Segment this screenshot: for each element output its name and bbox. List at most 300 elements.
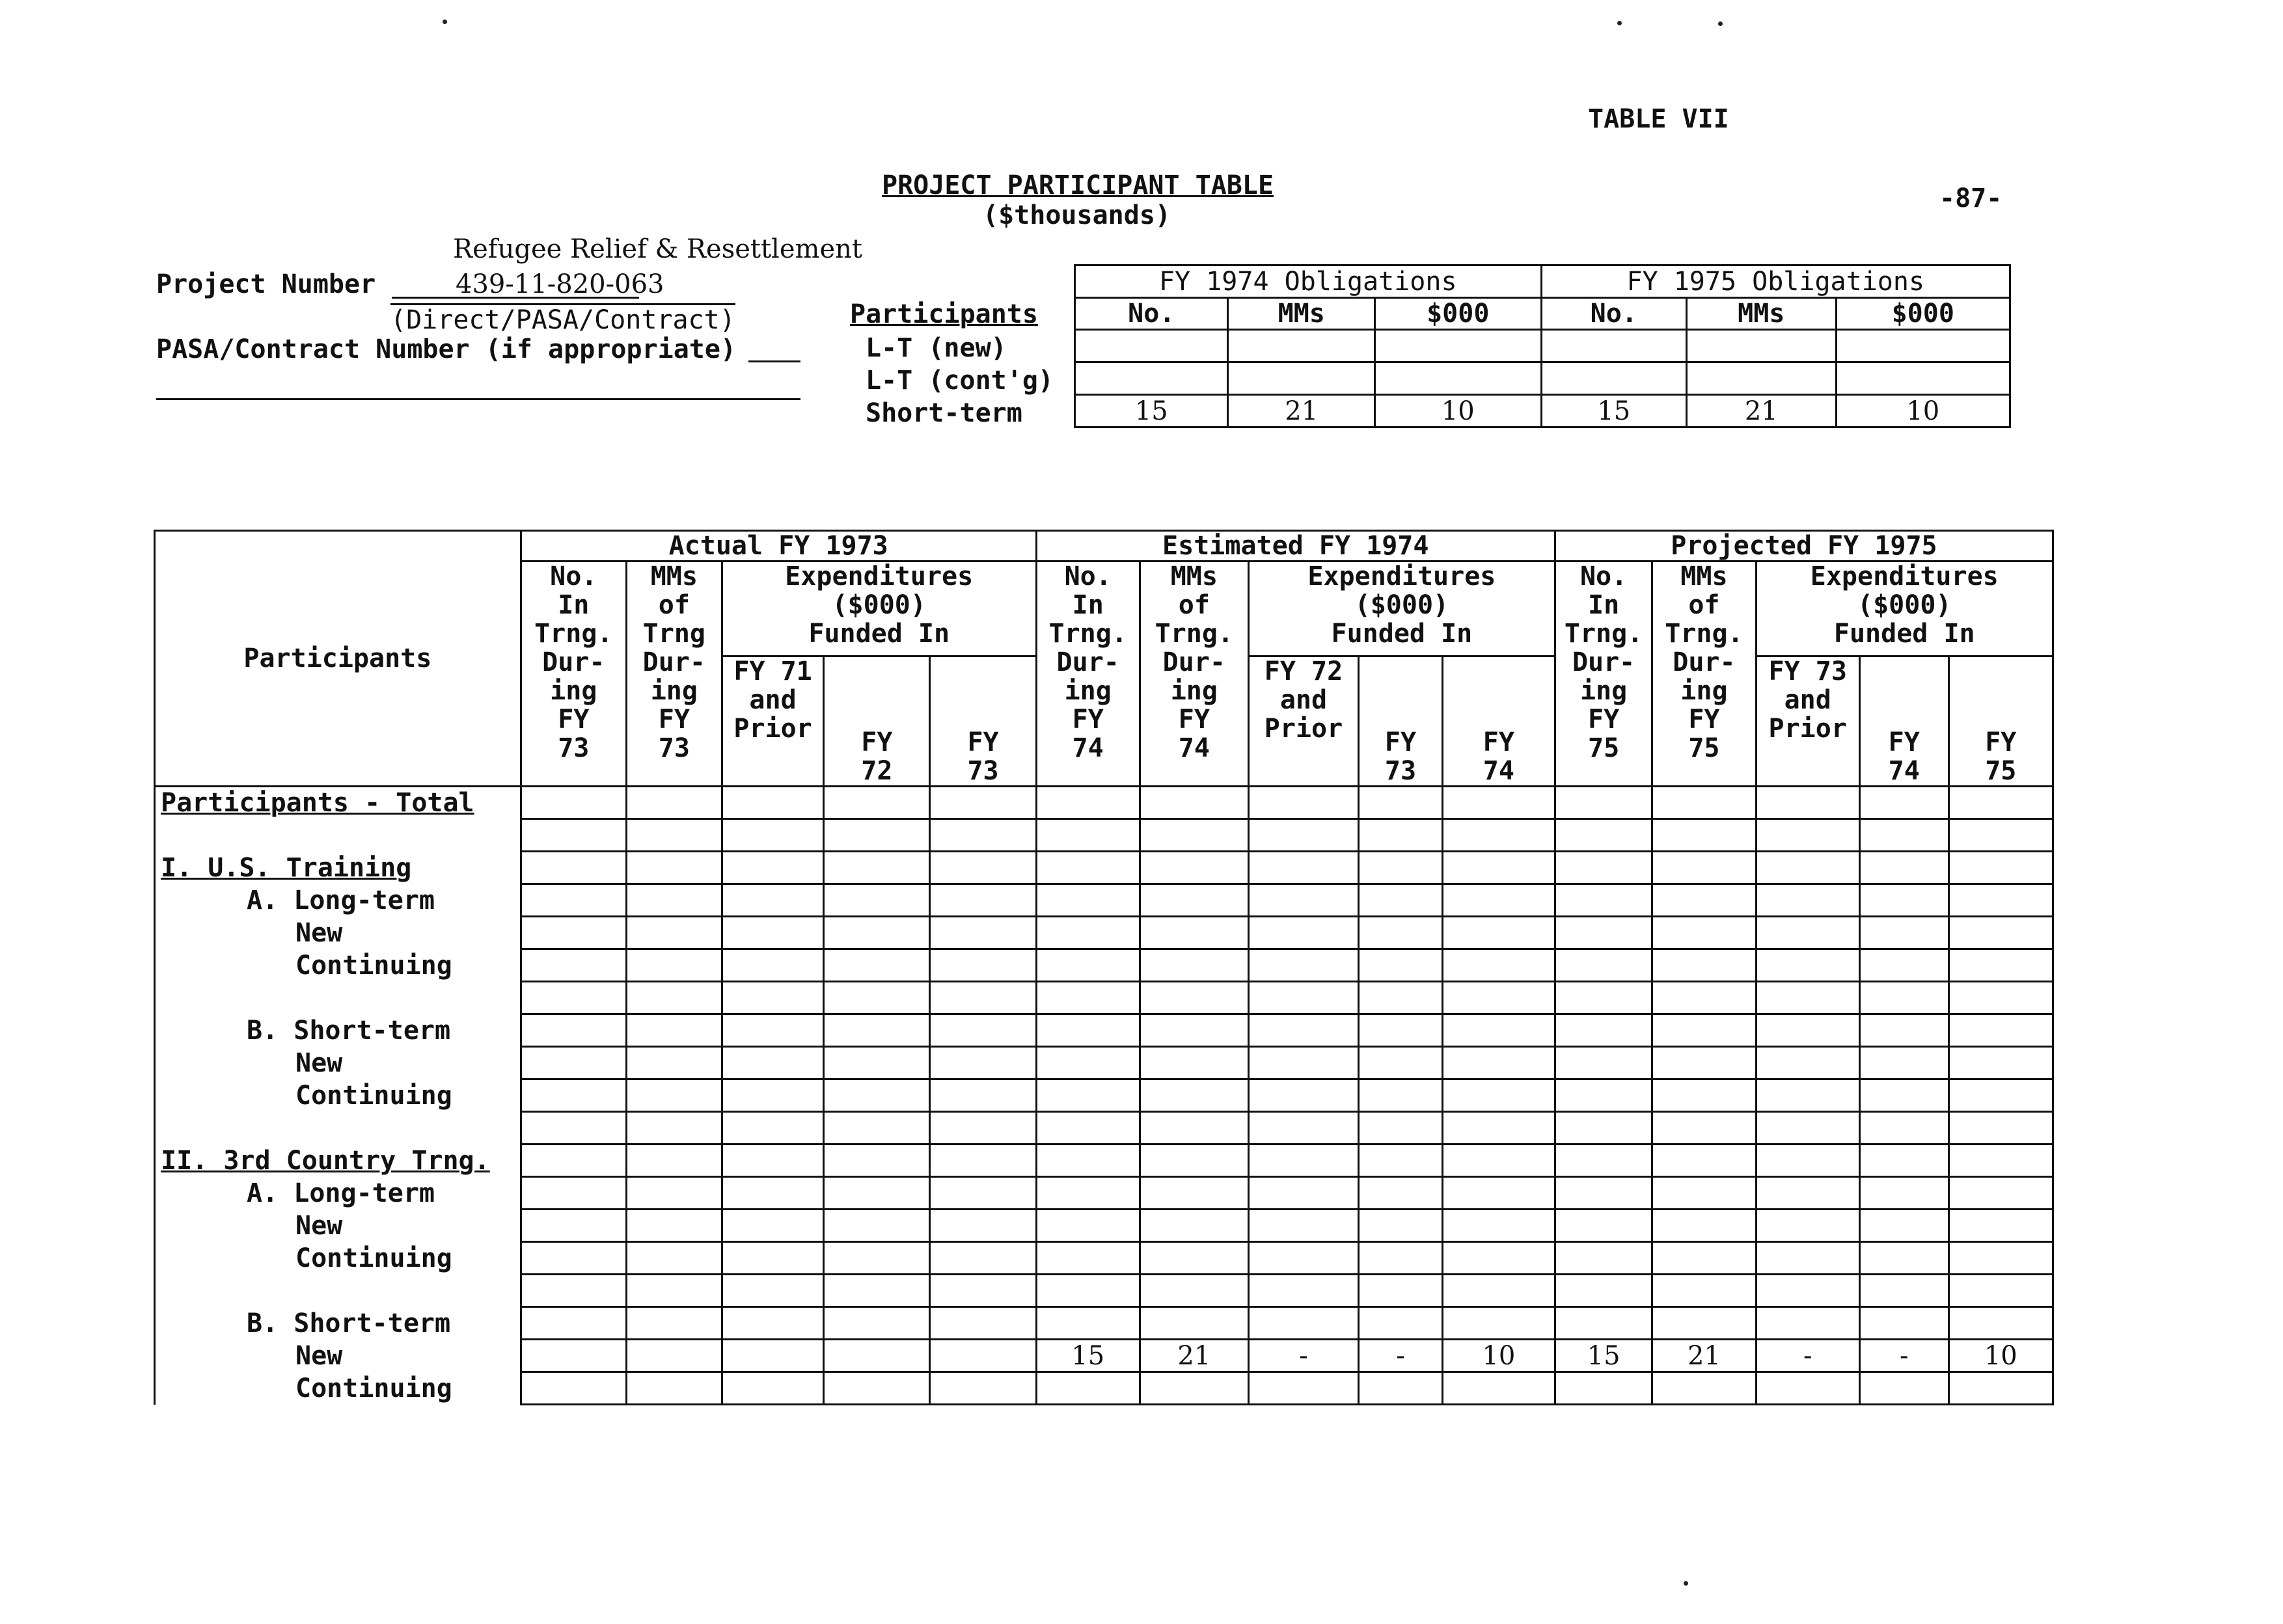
table-cell	[1756, 1079, 1859, 1112]
fiscal-year-header	[824, 656, 930, 787]
table-cell	[1948, 1047, 2053, 1079]
header-line: In	[1588, 590, 1620, 620]
no-in-training-header	[1036, 562, 1140, 787]
table-cell	[1248, 982, 1358, 1014]
table-cell	[1652, 819, 1756, 852]
table-cell	[1652, 1177, 1756, 1210]
table-cell	[1248, 1079, 1358, 1112]
table-cell	[722, 1177, 823, 1210]
table-cell	[1756, 1307, 1859, 1340]
table-cell	[1756, 1014, 1859, 1047]
summary-cell: 21	[1228, 395, 1375, 427]
table-cell	[1859, 787, 1948, 819]
table-cell	[626, 1112, 722, 1144]
header-line: Expenditures	[785, 562, 974, 591]
table-cell: -	[1359, 1340, 1443, 1372]
table-cell	[1652, 1275, 1756, 1307]
table-cell	[722, 787, 823, 819]
table-cell	[1859, 949, 1948, 982]
table-cell	[1948, 884, 2053, 917]
pasa-contract-label: PASA/Contract Number (if appropriate)	[156, 334, 737, 364]
group-header: Actual FY 1973	[521, 531, 1036, 562]
prior-years-header	[1756, 656, 1859, 787]
table-cell	[521, 852, 626, 884]
project-name: Refugee Relief & Resettlement	[453, 234, 862, 264]
row-label: Continuing	[155, 949, 521, 982]
table-cell	[1359, 787, 1443, 819]
table-cell	[1652, 1047, 1756, 1079]
header-line: Prior	[1768, 714, 1847, 744]
header-line: No.	[550, 562, 597, 591]
summary-cell	[1228, 362, 1375, 395]
scan-speck	[1617, 21, 1622, 25]
table-cell	[824, 1307, 930, 1340]
summary-row-label: Short-term	[866, 398, 1022, 428]
table-cell	[1859, 1047, 1948, 1079]
fiscal-year-header	[1359, 656, 1443, 787]
table-cell	[1756, 1112, 1859, 1144]
table-cell	[1036, 1177, 1140, 1210]
table-cell	[1859, 917, 1948, 949]
summary-cell: 10	[1836, 395, 2010, 427]
summary-cell	[1375, 330, 1542, 362]
table-cell	[1248, 917, 1358, 949]
table-cell	[1442, 787, 1555, 819]
expenditures-header	[722, 562, 1036, 656]
header-line: No.	[1579, 562, 1628, 591]
table-cell	[930, 1210, 1036, 1242]
table-cell	[1359, 1144, 1443, 1177]
table-cell	[1652, 1307, 1756, 1340]
table-cell	[1555, 982, 1652, 1014]
header-line: and	[749, 685, 797, 715]
table-cell	[1948, 949, 2053, 982]
header-line: ing	[1680, 676, 1728, 706]
table-cell	[1359, 1177, 1443, 1210]
summary-cell	[1687, 330, 1837, 362]
header-line: Trng.	[1155, 619, 1234, 649]
table-cell	[626, 982, 722, 1014]
row-label: A. Long-term	[155, 884, 521, 917]
table-cell	[824, 1275, 930, 1307]
table-cell	[1140, 1372, 1248, 1405]
table-cell	[1359, 1275, 1443, 1307]
table-cell	[1859, 1112, 1948, 1144]
header-line: FY	[558, 705, 590, 735]
row-label: Participants - Total	[155, 787, 521, 819]
table-cell	[1652, 1112, 1756, 1144]
table-cell	[1652, 1242, 1756, 1275]
table-cell	[1140, 1242, 1248, 1275]
summary-cell: 21	[1687, 395, 1837, 427]
table-cell	[1756, 852, 1859, 884]
table-cell	[1248, 819, 1358, 852]
table-cell	[1859, 1307, 1948, 1340]
summary-cell	[1541, 330, 1687, 362]
table-cell	[722, 1112, 823, 1144]
table-cell	[1248, 1372, 1358, 1405]
table-cell	[1248, 852, 1358, 884]
table-cell	[722, 884, 823, 917]
table-cell	[1756, 1372, 1859, 1405]
table-cell	[1140, 1079, 1248, 1112]
table-cell	[1555, 917, 1652, 949]
header-line: 74	[1888, 756, 1920, 786]
table-cell	[1442, 1372, 1555, 1405]
table-cell	[626, 884, 722, 917]
table-cell	[930, 917, 1036, 949]
table-cell	[1359, 949, 1443, 982]
table-cell: 15	[1036, 1340, 1140, 1372]
table-cell	[1948, 1112, 2053, 1144]
pasa-contract-blank	[748, 360, 800, 362]
table-cell	[824, 852, 930, 884]
table-cell	[1036, 1079, 1140, 1112]
header-line: FY	[1483, 727, 1514, 757]
table-cell	[1948, 1014, 2053, 1047]
group-header: Projected FY 1975	[1555, 531, 2053, 562]
header-line: FY	[861, 727, 893, 757]
direct-pasa-contract-label: (Direct/PASA/Contract)	[390, 303, 735, 335]
table-cell	[626, 1275, 722, 1307]
table-cell	[1859, 1372, 1948, 1405]
table-cell	[1555, 949, 1652, 982]
table-cell	[1248, 1242, 1358, 1275]
table-cell	[1140, 1112, 1248, 1144]
table-cell	[930, 982, 1036, 1014]
table-cell	[626, 1177, 722, 1210]
table-cell	[1359, 982, 1443, 1014]
header-line: 72	[861, 756, 893, 786]
table-cell	[722, 1210, 823, 1242]
header-line: FY	[1688, 705, 1720, 735]
table-cell	[1859, 1177, 1948, 1210]
row-label: I. U.S. Training	[155, 852, 521, 884]
table-cell: -	[1756, 1340, 1859, 1372]
table-cell	[1555, 1014, 1652, 1047]
table-cell	[824, 1112, 930, 1144]
header-line: ing	[650, 676, 698, 706]
no-in-training-header	[521, 562, 626, 787]
table-cell	[1359, 1047, 1443, 1079]
table-cell	[1555, 1144, 1652, 1177]
header-line: FY	[658, 705, 690, 735]
summary-cell	[1836, 330, 2010, 362]
row-label: B. Short-term	[155, 1307, 521, 1340]
table-cell	[521, 1014, 626, 1047]
table-cell	[1140, 852, 1248, 884]
fiscal-year-header	[930, 656, 1036, 787]
table-cell	[1140, 1047, 1248, 1079]
table-cell	[1359, 852, 1443, 884]
project-number-value: 439-11-820-063	[456, 269, 664, 299]
header-line: Funded In	[808, 619, 950, 649]
table-cell: 10	[1442, 1340, 1555, 1372]
table-cell	[1756, 1047, 1859, 1079]
header-line: FY	[1985, 727, 2017, 757]
table-cell	[1140, 917, 1248, 949]
header-line: MMs	[650, 562, 698, 591]
table-cell	[1859, 1144, 1948, 1177]
table-cell	[1442, 1047, 1555, 1079]
header-line: Prior	[733, 714, 812, 744]
header-line: 74	[1483, 756, 1514, 786]
table-cell	[1652, 1079, 1756, 1112]
table-cell	[930, 1177, 1036, 1210]
header-line: ing	[1170, 676, 1218, 706]
table-cell	[824, 982, 930, 1014]
table-number: TABLE VII	[1588, 104, 1729, 134]
table-cell	[722, 1144, 823, 1177]
summary-cell	[1228, 330, 1375, 362]
table-cell	[626, 1242, 722, 1275]
header-line: FY	[967, 727, 999, 757]
table-cell	[1036, 819, 1140, 852]
header-line: MMs	[1680, 562, 1728, 591]
table-cell: -	[1248, 1340, 1358, 1372]
table-cell	[930, 1144, 1036, 1177]
table-cell	[1442, 819, 1555, 852]
page-number: -87-	[1939, 183, 2003, 213]
table-cell	[1442, 884, 1555, 917]
col-no-header: No.	[1541, 298, 1687, 330]
summary-cell	[1075, 362, 1228, 395]
summary-cell: 10	[1375, 395, 1542, 427]
fiscal-year-header	[1948, 656, 2053, 787]
table-cell	[1248, 1014, 1358, 1047]
table-cell	[1652, 1144, 1756, 1177]
table-cell	[1555, 787, 1652, 819]
table-cell	[1442, 917, 1555, 949]
table-cell	[930, 787, 1036, 819]
row-label: New	[155, 1047, 521, 1079]
table-cell	[626, 1307, 722, 1340]
table-cell	[521, 787, 626, 819]
table-cell	[521, 1340, 626, 1372]
table-cell	[1359, 1014, 1443, 1047]
obligations-table	[1074, 264, 2011, 428]
table-cell	[1036, 1112, 1140, 1144]
table-cell	[626, 787, 722, 819]
table-cell	[1756, 1144, 1859, 1177]
table-cell	[1555, 1275, 1652, 1307]
summary-cell: 15	[1541, 395, 1687, 427]
table-cell	[930, 852, 1036, 884]
prior-years-header	[1248, 656, 1358, 787]
header-line: of	[658, 590, 690, 620]
table-cell	[1140, 1210, 1248, 1242]
table-cell	[626, 949, 722, 982]
table-cell	[1859, 1275, 1948, 1307]
header-line: 73	[558, 733, 590, 763]
table-cell	[1756, 917, 1859, 949]
table-cell	[930, 1372, 1036, 1405]
mms-of-training-header	[626, 562, 722, 787]
table-cell	[626, 917, 722, 949]
header-line: FY 72	[1264, 656, 1343, 686]
table-cell	[1948, 1275, 2053, 1307]
header-line: No.	[1064, 562, 1112, 591]
header-line: FY	[1588, 705, 1620, 735]
table-cell	[521, 982, 626, 1014]
header-line: Expenditures	[1307, 562, 1496, 591]
header-line: Trng.	[1048, 619, 1127, 649]
participants-column-header: Participants	[155, 531, 521, 787]
table-cell	[1555, 1307, 1652, 1340]
summary-cell: 15	[1075, 395, 1228, 427]
header-line: Dur-	[642, 647, 705, 677]
table-cell	[1948, 852, 2053, 884]
row-label: Continuing	[155, 1242, 521, 1275]
table-cell	[1652, 1014, 1756, 1047]
table-cell	[1036, 1275, 1140, 1307]
table-cell	[930, 1079, 1036, 1112]
table-cell	[930, 1275, 1036, 1307]
table-cell	[626, 1144, 722, 1177]
table-cell	[626, 1340, 722, 1372]
table-cell	[1359, 819, 1443, 852]
table-cell	[1442, 1307, 1555, 1340]
table-cell	[1036, 1242, 1140, 1275]
table-cell	[1140, 1177, 1248, 1210]
table-cell	[521, 1307, 626, 1340]
table-cell	[1248, 1112, 1358, 1144]
table-cell	[722, 1307, 823, 1340]
summary-cell	[1075, 330, 1228, 362]
table-cell	[1555, 1372, 1652, 1405]
spacer-row-label	[155, 819, 521, 852]
table-cell	[1248, 949, 1358, 982]
header-line: 75	[1688, 733, 1720, 763]
row-label: A. Long-term	[155, 1177, 521, 1210]
table-cell	[1036, 949, 1140, 982]
header-line: of	[1178, 590, 1210, 620]
table-cell	[722, 819, 823, 852]
table-cell	[930, 1112, 1036, 1144]
table-cell	[626, 852, 722, 884]
table-cell	[824, 787, 930, 819]
scan-speck	[1684, 1581, 1688, 1586]
fy1974-obligations-header: FY 1974 Obligations	[1075, 265, 1542, 298]
table-cell	[722, 1242, 823, 1275]
table-cell	[1948, 787, 2053, 819]
table-cell	[824, 1372, 930, 1405]
table-cell	[1555, 1210, 1652, 1242]
table-cell	[1359, 917, 1443, 949]
table-cell	[824, 1144, 930, 1177]
table-cell	[1442, 1210, 1555, 1242]
table-cell	[521, 1242, 626, 1275]
table-cell	[521, 949, 626, 982]
header-line: Dur-	[1572, 647, 1635, 677]
fiscal-year-header	[1442, 656, 1555, 787]
table-cell	[824, 1079, 930, 1112]
table-cell	[1442, 1079, 1555, 1112]
summary-cell	[1836, 362, 2010, 395]
table-cell	[930, 884, 1036, 917]
row-label: New	[155, 1340, 521, 1372]
table-cell	[1140, 1307, 1248, 1340]
table-cell	[1948, 982, 2053, 1014]
table-cell	[1948, 1144, 2053, 1177]
table-cell	[1248, 884, 1358, 917]
summary-cell	[1375, 362, 1542, 395]
table-cell	[521, 1275, 626, 1307]
table-cell	[1036, 982, 1140, 1014]
header-line: and	[1784, 685, 1831, 715]
table-cell	[1442, 949, 1555, 982]
header-line: 74	[1178, 733, 1210, 763]
table-cell	[1248, 1177, 1358, 1210]
header-line: ($000)	[1857, 590, 1952, 620]
table-cell	[930, 819, 1036, 852]
table-cell	[722, 1047, 823, 1079]
table-cell	[521, 1144, 626, 1177]
table-cell	[1859, 1014, 1948, 1047]
table-cell	[1652, 982, 1756, 1014]
table-cell	[1036, 917, 1140, 949]
header-line: Dur-	[542, 647, 605, 677]
header-line: and	[1279, 685, 1328, 715]
table-cell	[1555, 884, 1652, 917]
table-cell	[1036, 1372, 1140, 1405]
table-cell	[1859, 819, 1948, 852]
table-cell	[1442, 1014, 1555, 1047]
table-cell: 21	[1140, 1340, 1248, 1372]
table-cell	[1140, 787, 1248, 819]
table-cell	[824, 819, 930, 852]
table-cell	[1248, 1047, 1358, 1079]
table-cell	[1140, 1144, 1248, 1177]
table-cell	[1948, 1079, 2053, 1112]
table-cell	[1248, 1144, 1358, 1177]
table-cell	[1859, 852, 1948, 884]
table-cell: 10	[1948, 1340, 2053, 1372]
table-cell	[1555, 1242, 1652, 1275]
summary-cell	[1687, 362, 1837, 395]
row-label: Continuing	[155, 1079, 521, 1112]
table-cell	[1756, 1242, 1859, 1275]
table-cell	[1555, 1047, 1652, 1079]
header-line: Funded In	[1833, 619, 1975, 649]
table-cell	[521, 819, 626, 852]
spacer-row-label	[155, 1275, 521, 1307]
table-cell	[824, 1014, 930, 1047]
header-line: 74	[1072, 733, 1104, 763]
table-cell	[1359, 1372, 1443, 1405]
table-cell	[1248, 787, 1358, 819]
row-label: New	[155, 1210, 521, 1242]
table-cell: 21	[1652, 1340, 1756, 1372]
col-000-header: $000	[1375, 298, 1542, 330]
table-cell	[1036, 1047, 1140, 1079]
scan-speck	[1718, 21, 1723, 26]
header-line: Trng.	[1665, 619, 1743, 649]
table-cell	[930, 949, 1036, 982]
table-cell	[1652, 949, 1756, 982]
table-cell	[1248, 1307, 1358, 1340]
table-cell	[521, 1177, 626, 1210]
table-cell	[1359, 1242, 1443, 1275]
table-cell	[1442, 852, 1555, 884]
table-cell	[722, 852, 823, 884]
header-line: Funded In	[1331, 619, 1473, 649]
table-cell	[1036, 1210, 1140, 1242]
table-cell	[722, 1340, 823, 1372]
summary-cell	[1541, 362, 1687, 395]
table-cell	[626, 1372, 722, 1405]
table-cell	[626, 1079, 722, 1112]
